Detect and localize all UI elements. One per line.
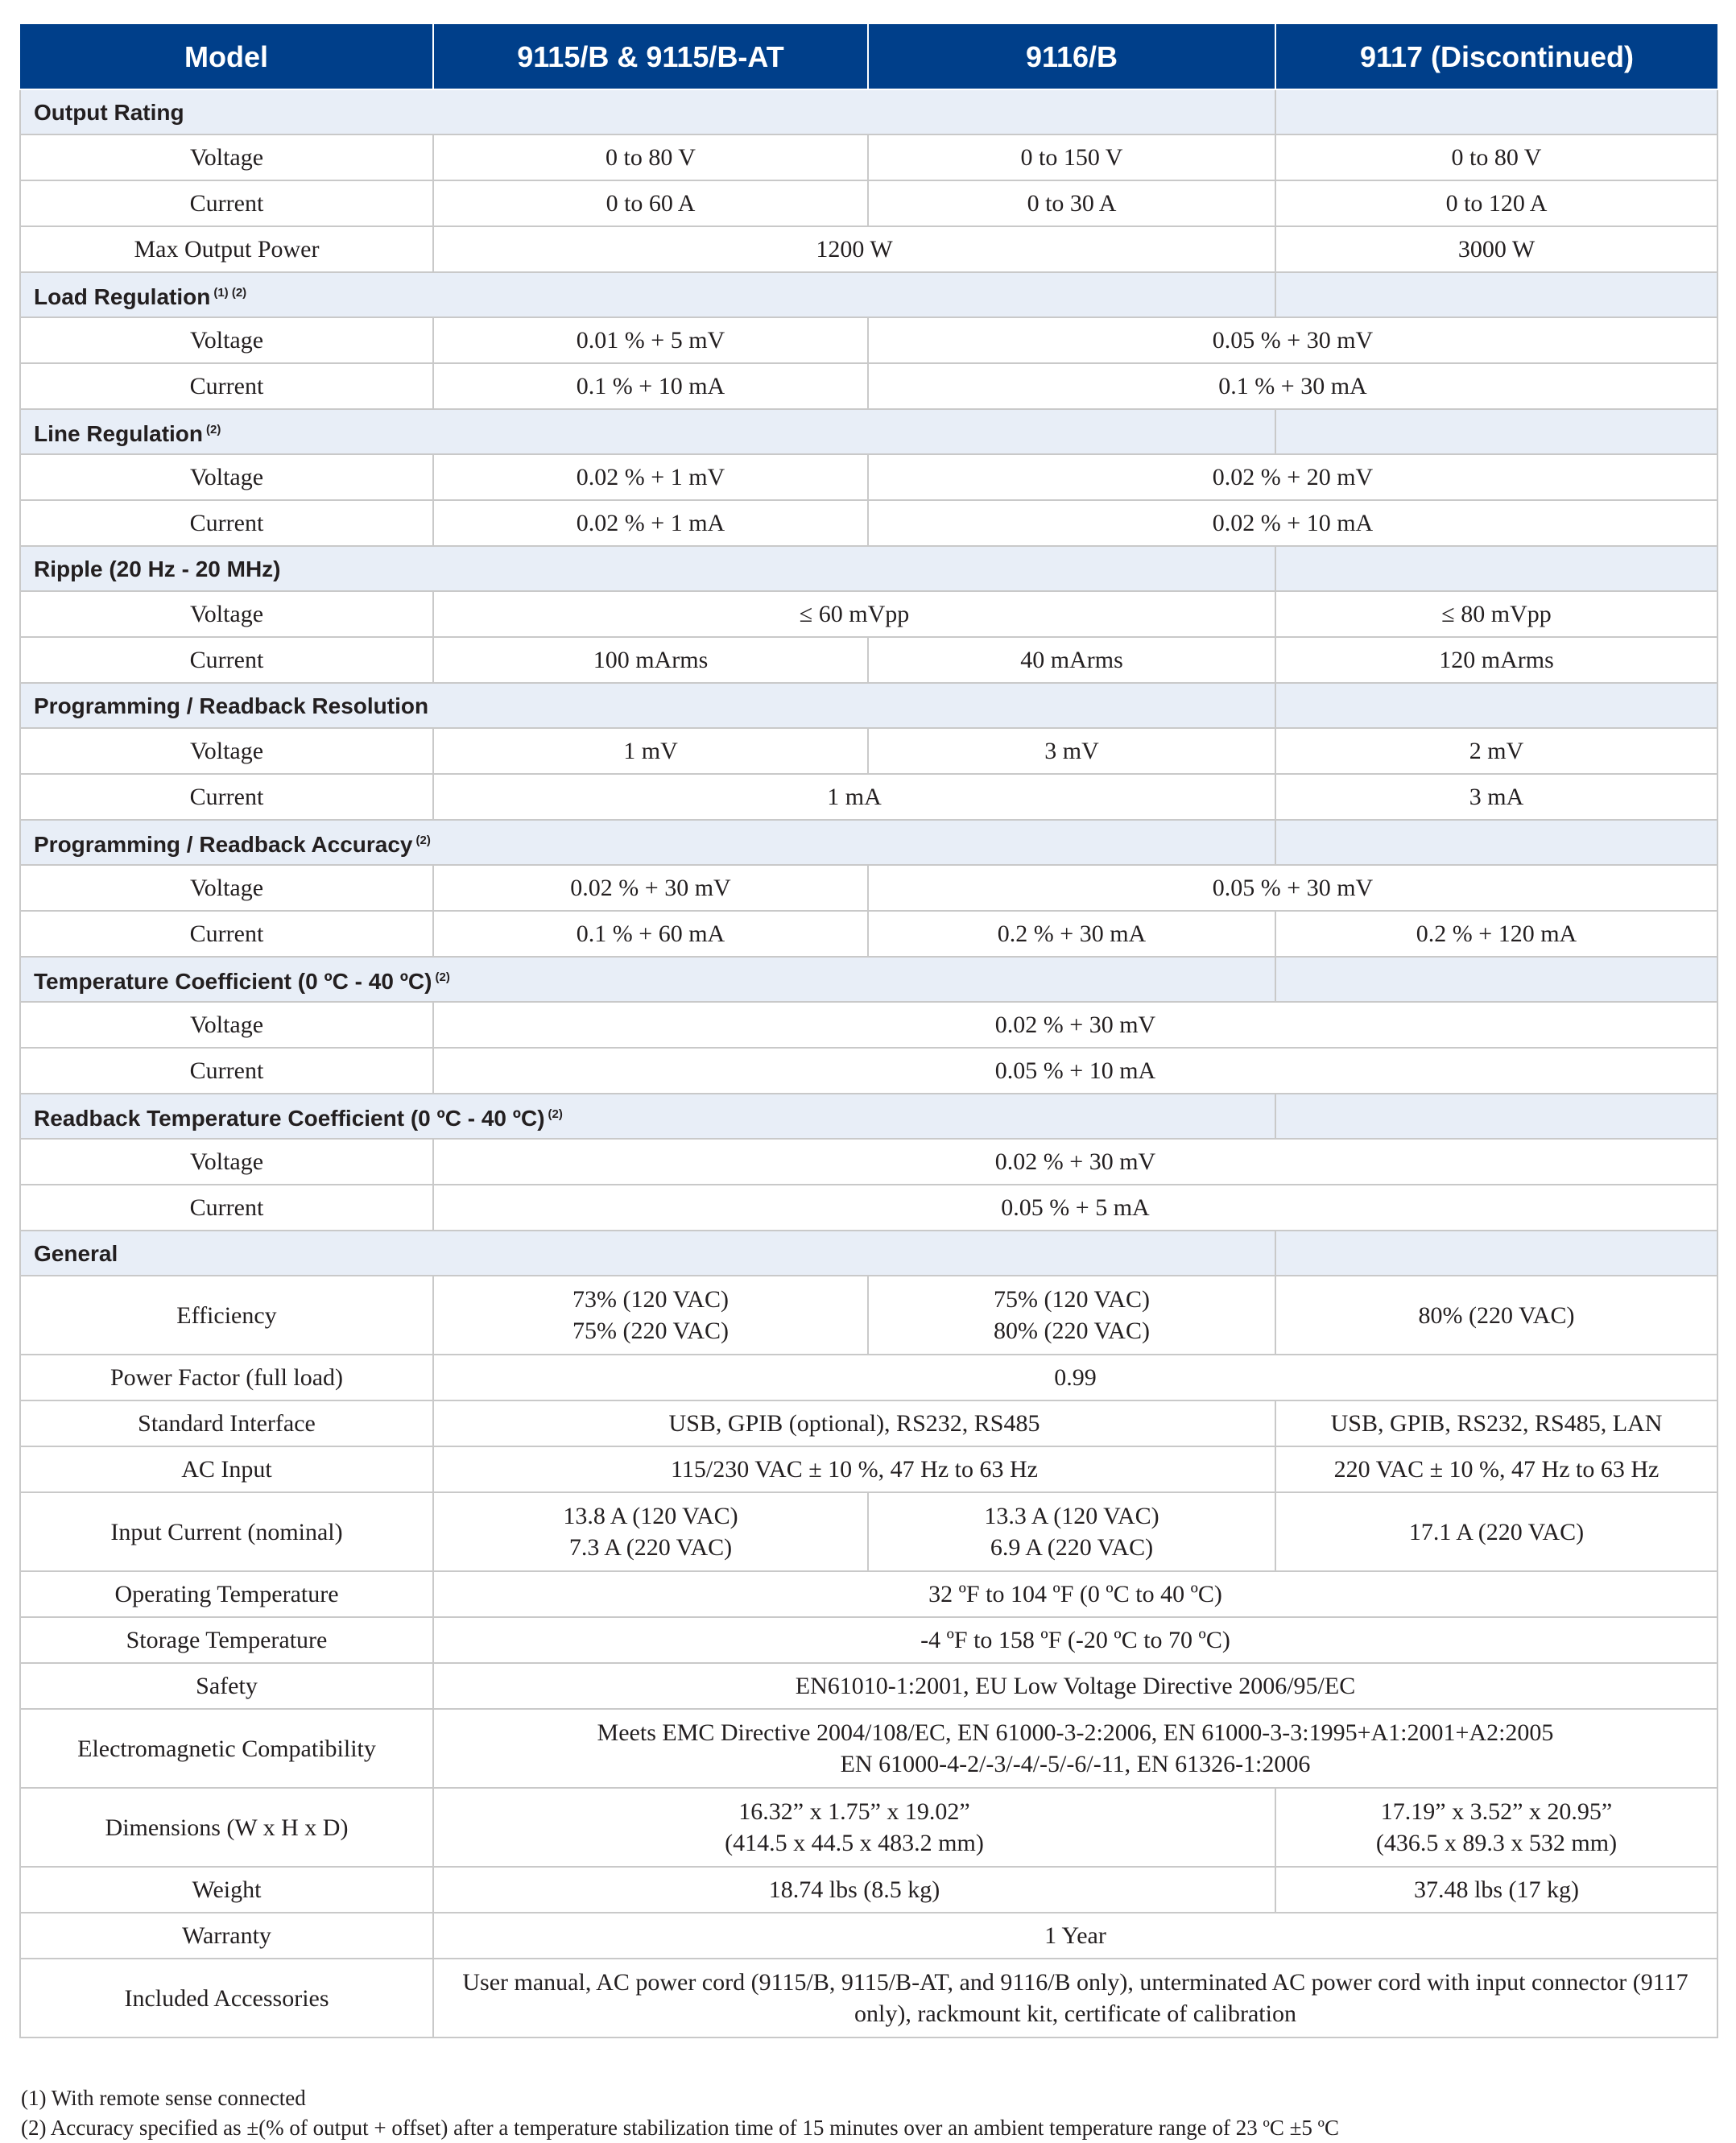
cell-value xyxy=(433,1492,868,1571)
row-label: Voltage xyxy=(20,591,433,637)
header-row xyxy=(20,24,1717,89)
section-title-text: Programming / Readback Accuracy xyxy=(34,832,413,857)
section-blank xyxy=(1275,1231,1717,1276)
table-row xyxy=(20,134,1717,180)
footnote-2: (2) Accuracy specified as ±(% of output + offset) after a temperature stabilization time of 15 minutes over an ambient temperature range of 23 ºC ±5 ºC xyxy=(21,2116,1340,2140)
cell-value: 1 Year xyxy=(433,1913,1717,1959)
cell-value: 120 mArms xyxy=(1275,637,1717,683)
cell-value: 0 to 150 V xyxy=(868,134,1275,180)
row-label: Weight xyxy=(20,1867,433,1913)
section-ripple xyxy=(20,546,1717,591)
cell-line: 75% (220 VAC) xyxy=(572,1318,729,1344)
header-9117: 9117 (Discontinued) xyxy=(1275,24,1717,89)
table-row xyxy=(20,865,1717,911)
section-title: Programming / Readback Resolution xyxy=(20,683,1275,728)
cell-value: 32 ºF to 104 ºF (0 ºC to 40 ºC) xyxy=(433,1571,1717,1617)
cell-value: 0.05 % + 30 mV xyxy=(868,865,1717,911)
table-row xyxy=(20,591,1717,637)
spec-table xyxy=(19,24,1718,2038)
section-line-regulation xyxy=(20,409,1717,454)
section-readback-temp-coefficient xyxy=(20,1094,1717,1139)
row-label: Voltage xyxy=(20,865,433,911)
table-row xyxy=(20,363,1717,409)
table-row xyxy=(20,728,1717,774)
cell-line: 80% (220 VAC) xyxy=(994,1318,1150,1344)
section-title: Ripple (20 Hz - 20 MHz) xyxy=(20,546,1275,591)
row-label: Storage Temperature xyxy=(20,1617,433,1663)
table-row xyxy=(20,1185,1717,1231)
table-row xyxy=(20,1276,1717,1355)
section-blank xyxy=(1275,89,1717,134)
section-prog-resolution xyxy=(20,683,1717,728)
row-label: Current xyxy=(20,500,433,546)
table-row xyxy=(20,1139,1717,1185)
cell-value: 0.1 % + 30 mA xyxy=(868,363,1717,409)
footnote-1: (1) With remote sense connected xyxy=(21,2086,306,2110)
row-label: Included Accessories xyxy=(20,1959,433,2038)
footnote-ref: (2) xyxy=(415,834,431,847)
row-label: Standard Interface xyxy=(20,1400,433,1446)
section-load-regulation xyxy=(20,272,1717,317)
section-title xyxy=(20,272,1275,317)
section-title-text: Load Regulation xyxy=(34,284,211,309)
section-title-text: Line Regulation xyxy=(34,421,203,446)
section-blank xyxy=(1275,272,1717,317)
cell-value: 0.02 % + 10 mA xyxy=(868,500,1717,546)
cell-value: 17.1 A (220 VAC) xyxy=(1275,1492,1717,1571)
cell-value: 220 VAC ± 10 %, 47 Hz to 63 Hz xyxy=(1275,1446,1717,1492)
row-label: Power Factor (full load) xyxy=(20,1355,433,1400)
spec-table-container xyxy=(19,24,1717,2038)
row-label: Voltage xyxy=(20,1139,433,1185)
cell-line: 73% (120 VAC) xyxy=(572,1286,729,1313)
row-label: Voltage xyxy=(20,317,433,363)
row-label: Current xyxy=(20,1185,433,1231)
table-row xyxy=(20,454,1717,500)
cell-value: 0.05 % + 10 mA xyxy=(433,1048,1717,1094)
row-label: AC Input xyxy=(20,1446,433,1492)
cell-value: 0.1 % + 10 mA xyxy=(433,363,868,409)
cell-value: 0 to 120 A xyxy=(1275,180,1717,226)
footnote-ref: (2) xyxy=(548,1107,563,1121)
section-blank xyxy=(1275,1094,1717,1139)
row-label: Dimensions (W x H x D) xyxy=(20,1788,433,1867)
row-label: Voltage xyxy=(20,454,433,500)
cell-value xyxy=(868,1492,1275,1571)
cell-line: (414.5 x 44.5 x 483.2 mm) xyxy=(725,1830,984,1856)
cell-value xyxy=(433,1959,1717,2038)
cell-value: 0.2 % + 120 mA xyxy=(1275,911,1717,957)
cell-value xyxy=(868,1276,1275,1355)
row-label: Current xyxy=(20,180,433,226)
cell-value: 0 to 80 V xyxy=(1275,134,1717,180)
cell-line: 13.8 A (120 VAC) xyxy=(563,1503,738,1529)
table-row xyxy=(20,1959,1717,2038)
cell-value: 0.1 % + 60 mA xyxy=(433,911,868,957)
cell-line: only), rackmount kit, certificate of calibration xyxy=(854,2000,1296,2027)
cell-value: 0.05 % + 5 mA xyxy=(433,1185,1717,1231)
cell-value: 1200 W xyxy=(433,226,1275,272)
cell-value: 37.48 lbs (17 kg) xyxy=(1275,1867,1717,1913)
row-label: Warranty xyxy=(20,1913,433,1959)
section-title xyxy=(20,820,1275,865)
cell-value: 80% (220 VAC) xyxy=(1275,1276,1717,1355)
cell-line: (436.5 x 89.3 x 532 mm) xyxy=(1375,1830,1618,1856)
cell-value: 0.99 xyxy=(433,1355,1717,1400)
cell-value: EN61010-1:2001, EU Low Voltage Directive 2006/95/EC xyxy=(433,1663,1717,1709)
table-row xyxy=(20,1913,1717,1959)
table-row xyxy=(20,911,1717,957)
section-title: Output Rating xyxy=(20,89,1275,134)
cell-value: 0.02 % + 30 mV xyxy=(433,865,868,911)
cell-value: 3 mA xyxy=(1275,774,1717,820)
cell-value xyxy=(433,1276,868,1355)
section-title: General xyxy=(20,1231,1275,1276)
table-row xyxy=(20,1446,1717,1492)
header-9115: 9115/B & 9115/B-AT xyxy=(433,24,868,89)
cell-line: EN 61000-4-2/-3/-4/-5/-6/-11, EN 61326-1:2006 xyxy=(840,1751,1311,1777)
cell-value xyxy=(433,1709,1717,1788)
section-general xyxy=(20,1231,1717,1276)
cell-value: 0 to 30 A xyxy=(868,180,1275,226)
row-label: Efficiency xyxy=(20,1276,433,1355)
table-row xyxy=(20,1867,1717,1913)
table-row xyxy=(20,500,1717,546)
cell-value: ≤ 60 mVpp xyxy=(433,591,1275,637)
cell-value: 40 mArms xyxy=(868,637,1275,683)
cell-line: 16.32” x 1.75” x 19.02” xyxy=(738,1798,970,1825)
cell-value: 115/230 VAC ± 10 %, 47 Hz to 63 Hz xyxy=(433,1446,1275,1492)
table-row xyxy=(20,1663,1717,1709)
footnote-ref: (2) xyxy=(435,970,450,984)
row-label: Max Output Power xyxy=(20,226,433,272)
cell-value: 0.02 % + 1 mV xyxy=(433,454,868,500)
cell-value: -4 ºF to 158 ºF (-20 ºC to 70 ºC) xyxy=(433,1617,1717,1663)
table-row xyxy=(20,180,1717,226)
section-blank xyxy=(1275,546,1717,591)
cell-value: 0.2 % + 30 mA xyxy=(868,911,1275,957)
cell-value xyxy=(433,1788,1275,1867)
cell-line: 17.19” x 3.52” x 20.95” xyxy=(1380,1798,1613,1825)
row-label: Safety xyxy=(20,1663,433,1709)
cell-value: USB, GPIB (optional), RS232, RS485 xyxy=(433,1400,1275,1446)
section-blank xyxy=(1275,957,1717,1002)
cell-value: 0 to 80 V xyxy=(433,134,868,180)
table-row xyxy=(20,1709,1717,1788)
section-title xyxy=(20,409,1275,454)
table-row xyxy=(20,1571,1717,1617)
section-title xyxy=(20,957,1275,1002)
table-row xyxy=(20,1617,1717,1663)
table-row xyxy=(20,1355,1717,1400)
cell-value: 2 mV xyxy=(1275,728,1717,774)
section-output-rating xyxy=(20,89,1717,134)
cell-value: 0.02 % + 20 mV xyxy=(868,454,1717,500)
row-label: Voltage xyxy=(20,728,433,774)
table-row xyxy=(20,1492,1717,1571)
section-title xyxy=(20,1094,1275,1139)
cell-value xyxy=(1275,1788,1717,1867)
table-row xyxy=(20,1048,1717,1094)
header-model: Model xyxy=(20,24,433,89)
cell-line: 13.3 A (120 VAC) xyxy=(984,1503,1159,1529)
cell-line: User manual, AC power cord (9115/B, 9115/B-AT, and 9116/B only), unterminated AC power cord with input connector (9117 xyxy=(462,1969,1688,1996)
table-row xyxy=(20,317,1717,363)
cell-value: 0.02 % + 30 mV xyxy=(433,1139,1717,1185)
cell-value: 0.01 % + 5 mV xyxy=(433,317,868,363)
table-row xyxy=(20,226,1717,272)
header-9116: 9116/B xyxy=(868,24,1275,89)
row-label: Current xyxy=(20,1048,433,1094)
section-temp-coefficient xyxy=(20,957,1717,1002)
table-row xyxy=(20,1400,1717,1446)
row-label: Current xyxy=(20,363,433,409)
row-label: Operating Temperature xyxy=(20,1571,433,1617)
cell-value: 0 to 60 A xyxy=(433,180,868,226)
cell-value: 1 mV xyxy=(433,728,868,774)
cell-value: USB, GPIB, RS232, RS485, LAN xyxy=(1275,1400,1717,1446)
table-row xyxy=(20,774,1717,820)
section-title-text: Readback Temperature Coefficient (0 ºC - 40 ºC) xyxy=(34,1106,545,1131)
table-row xyxy=(20,1002,1717,1048)
cell-value: 100 mArms xyxy=(433,637,868,683)
row-label: Voltage xyxy=(20,1002,433,1048)
section-title-text: Temperature Coefficient (0 ºC - 40 ºC) xyxy=(34,969,432,994)
cell-value: 1 mA xyxy=(433,774,1275,820)
cell-value: 0.02 % + 30 mV xyxy=(433,1002,1717,1048)
cell-value: ≤ 80 mVpp xyxy=(1275,591,1717,637)
cell-value: 3000 W xyxy=(1275,226,1717,272)
footnote-ref: (2) xyxy=(206,423,221,436)
cell-line: 6.9 A (220 VAC) xyxy=(990,1534,1154,1561)
footnote-ref: (1) (2) xyxy=(213,286,247,300)
section-blank xyxy=(1275,820,1717,865)
row-label: Current xyxy=(20,774,433,820)
section-blank xyxy=(1275,409,1717,454)
row-label: Current xyxy=(20,637,433,683)
section-prog-accuracy xyxy=(20,820,1717,865)
cell-line: Meets EMC Directive 2004/108/EC, EN 61000-3-2:2006, EN 61000-3-3:1995+A1:2001+A2:2005 xyxy=(597,1719,1554,1746)
footnotes xyxy=(21,2083,1720,2143)
table-row xyxy=(20,1788,1717,1867)
cell-line: 75% (120 VAC) xyxy=(994,1286,1150,1313)
cell-value: 3 mV xyxy=(868,728,1275,774)
row-label: Electromagnetic Compatibility xyxy=(20,1709,433,1788)
cell-value: 0.05 % + 30 mV xyxy=(868,317,1717,363)
section-blank xyxy=(1275,683,1717,728)
cell-line: 7.3 A (220 VAC) xyxy=(568,1534,733,1561)
cell-value: 0.02 % + 1 mA xyxy=(433,500,868,546)
row-label: Input Current (nominal) xyxy=(20,1492,433,1571)
row-label: Current xyxy=(20,911,433,957)
table-row xyxy=(20,637,1717,683)
cell-value: 18.74 lbs (8.5 kg) xyxy=(433,1867,1275,1913)
row-label: Voltage xyxy=(20,134,433,180)
